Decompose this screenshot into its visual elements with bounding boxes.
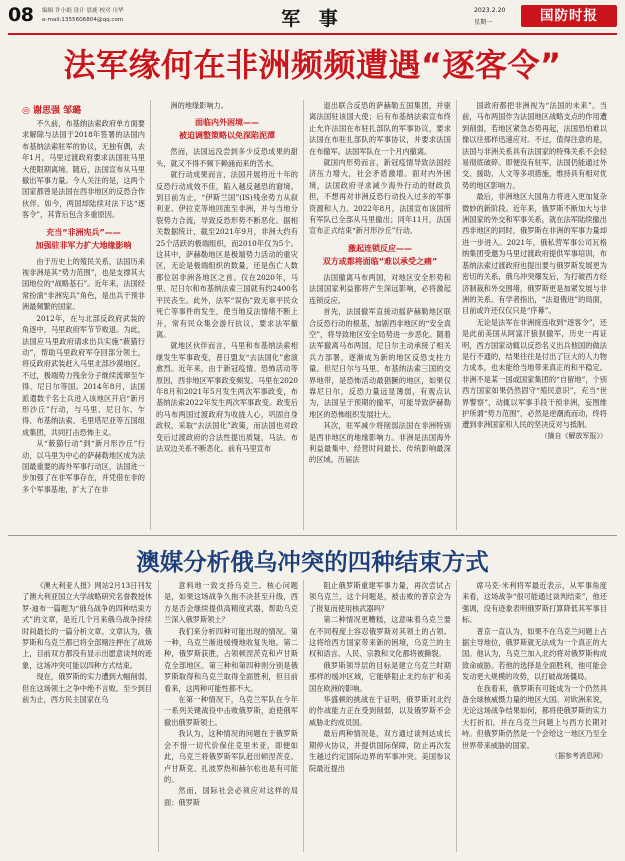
- article2-column-1: [22, 580, 152, 852]
- issue-weekday: 星期一: [474, 19, 493, 26]
- paragraph: 由于历史上的殖民关系，法国历来视非洲是其“势力范围”，也是支撑其大国地位的“战略基石”。近年来，法国经常扮演“非洲宪兵”角色，是出兵干预非洲最频繁的国家。: [22, 256, 145, 312]
- article1-col1-body-b: [22, 256, 145, 496]
- issue-date: 2023.2.20: [474, 7, 506, 14]
- article2-col1-body: [22, 580, 152, 705]
- article1-source: （摘自《解放军报》）: [540, 431, 607, 440]
- paragraph: 其次，驻军减少将削弱法国在非洲特别是西非地区的地缘影响力。非洲是法国海外利益最集中、经营时间最长、传统影响最深的区域。历届法: [309, 421, 451, 465]
- paragraph: 在第一种情况下，乌克兰军队在今年一系列关键战役中击败俄罗斯，迫使俄军撤出俄罗斯领土。: [164, 695, 298, 727]
- article1-col1-body: [22, 118, 145, 221]
- article2-column-4: [462, 580, 607, 852]
- article1-subhead-2: 面临内外困境—— 被迫调整策略以免深陷泥潭: [179, 118, 275, 141]
- article1-col4-body: [462, 100, 607, 431]
- paragraph: 《澳大利亚人报》网站2月13日刊发了澳大利亚国立大学战略研究名誉教授休罗·迪布一篇题为“俄乌战争的四种结束方式”的文章，是近几个月来俄乌战争持续时间最长的一篇分析文章。文章认为，俄罗斯和乌克兰都已将全部赌注押在了战场上，目前双方都没有显示出愿意谈判的迹象，这场冲突可能以四种方式结束。: [22, 581, 152, 670]
- editor-credits: 编辑 许小娟 设计 晨鹿 校对 川华: [42, 8, 124, 14]
- article2-headline: 澳媒分析俄乌冲突的四种结束方式: [136, 548, 489, 576]
- paragraph: 现在，俄罗斯的实力遭到大幅削弱，但在这场领土之争中绝不言败。至少到目前为止，西方民主国家在乌: [22, 672, 152, 705]
- paragraph: 最后两种情况是，双方通过谈判达成长期停火协议，并提供国际保障，防止再次发生越过约定国际边界的军事冲突。美国参议院最近提出: [309, 729, 451, 773]
- column-divider: [456, 580, 457, 852]
- paragraph: 2012年，在与北部反政府武装的角逐中，马里政府军节节败退。为此，法国应马里政府请求出兵实施“薮猫行动”，帮助马里政府军夺回部分领土，将反政府武装赶入马里北部沙漠地区。不过，极端势力残余分子继续流窜至乍得、尼日尔等国。2014年8月，法国派遣数千名士兵进入该地区开启“新月形沙丘”行动，与马里、尼日尔、乍得、布基纳法索、毛里塔尼亚等五国组成集团，共同打击恐怖主义。: [22, 313, 145, 437]
- paragraph: 洲的地缘影响力。: [170, 101, 228, 110]
- paragraph: 就行动成果而言，法国开展将近十年的反恐行动成效不佳，陷入越反越恐的窘境。到目前为止，“伊斯兰国”(IS)残余势力从叙利亚、伊拉克等地回流至非洲，并与当地分裂势力合流，导致反恐形势不断恶化。据相关数据统计，截至2021年9月，非洲大约有25个活跃的极端组织，而2010年仅为5个。这其中，萨赫勒地区是极端势力活动的重灾区，无论是极端组织的数量，还是伤亡人数都位居非洲各地区之首。仅在2020年，马里、尼日尔和布基纳法索三国就有约2400名平民丧生。此外，法军“误伤”致无辜平民众死亡等事件的发生，使当地反法情绪不断上升，常有民众集会游行抗议，要求法军撤离。: [156, 170, 298, 339]
- paragraph: 意料地一致支持乌克兰。核心问题是，如果这场战争久拖不决甚至升级，西方是否会继续提供高精度武器，帮助乌克兰深入俄罗斯领土？: [164, 581, 298, 625]
- paragraph: 无论是法军在非洲接连收到“逐客令”，还是此前美国从阿富汗狼狈撤军，历史一再证明，西方国家动辄以反恐名义出兵他国的做法是行不通的，结果往往是付出了巨大的人力物力成本，也未能给当地带来真正的和平稳定。非洲不是某一国或国家集团的“自留地”，个别西方国家如果仍然固守“殖民意识”，充当“世界警察”，动辄以军事手段干预非洲，妄图维护所谓“势力范围”，必然是逆潮流而动，终将遭到非洲国家和人民的坚决反对与抵制。: [462, 317, 607, 430]
- paragraph: 我们来分析四种可能出现的情况。第一种，乌克兰渐进缓慢地收复失地。第二种，俄罗斯获胜，占领顿涅茨克和卢甘斯克全部地区。第三种和第四种则分别是俄罗斯取得和乌克兰取得全面胜利，但目前看来，这两种可能性都不大。: [164, 626, 298, 693]
- paragraph: 法国撤离马布两国，对地区安全形势和法国国家利益都将产生深远影响，必将激起连锁反应。: [309, 272, 451, 305]
- paragraph: 就地区伙伴而言，马里和布基纳法索相继发生军事政变，普日盟友“去法国化”愈演愈烈。近年来，由于新冠疫情、恐怖活动等原因，西非地区军事政变频发。马里在2020年8月和2021年5月发生两次军事政变，布基纳法索2022年发生两次军事政变。政变后的马布两国过渡政府为收拢人心，巩固自身政权，采取“去法国化”政策，而法国也对政变后过渡政府的合法性提出质疑，马法、布法双边关系不断恶化。前有马里宣布: [156, 341, 298, 453]
- editor-email: e-mail:1355606804@qq.com: [42, 17, 124, 23]
- article-separator: [8, 535, 617, 536]
- article1-col2-body-b: [156, 146, 298, 454]
- paragraph: 阻止俄罗斯重建军事力量，再次尝试占领乌克兰，这个问题是，被击败的普京会为了报复而使用核武器吗？: [309, 581, 451, 613]
- article1-column-3: [309, 100, 451, 530]
- paragraph: 第二种情况更糟糕，这意味着乌克兰要在不同程度上容忍俄罗斯对其领土的占领。这将给西方国家带来新的困境，乌克兰的主权和语言、人民、宗教和文化都将被撕裂。: [309, 615, 451, 659]
- paragraph: 最后，非洲地区大国角力将进入更加复杂微妙的新阶段。近年来，俄罗斯不断加大与非洲国家的外交和军事关系，就在法军陆续撤出西非地区的同时，俄罗斯在非洲的军事力量却进一步进入。2021年，俄私营军事公司瓦格纳集团受邀为马里过渡政府提供军事培训，布基纳法索过渡政府也提出要与俄罗斯发展更为密切的关系，俄乌冲突爆发后，为打破西方经济制裁和外交围堵，俄罗斯更是加紧发展与非洲的关系。有学者指出，“法退俄进”的局面，目前或许还仅仅只是“序幕”。: [462, 192, 607, 316]
- section-title: 军 事: [281, 8, 344, 30]
- paragraph: 俄罗斯领导层的目标是建立乌克兰时期那样的缓冲区域，它能够阻止北约东扩和美国在欧洲的影响。: [309, 660, 451, 693]
- article1-col3-body: [309, 100, 451, 237]
- paragraph: 不久前，布基纳法索政府单方面要求解除与法国于2018年签署的法国内布基纳法索驻军的协议，无独有偶，去年1月，马里过渡政府要求法国驻马里大使限期离境。随后，法国宣布从马里撤出军事力量。今人关注的是，这两个国家都曾是法国在西非地区的反恐合作伙伴。如今，两国却陆续对法下达“逐客令”，其背后包含多重原因。: [22, 119, 145, 220]
- header-divider: [8, 33, 617, 35]
- page-header: [0, 0, 625, 36]
- paragraph: 华盛顿的挑战在于证明，俄罗斯对北约的作战能力正在受到削弱，以及俄罗斯不会威胁北约成员国。: [309, 695, 451, 727]
- article2-col2-body: [164, 580, 298, 808]
- article1-subhead-3: 激起连锁反应—— 双方或都将面临“难以承受之痛”: [322, 243, 438, 266]
- column-divider: [456, 100, 457, 530]
- article1-byline: ◎ 谢思强 邹璐: [22, 106, 82, 116]
- article1-column-4: [462, 100, 607, 530]
- article1-column-2: [156, 100, 298, 530]
- paragraph: 普京一直认为，如果不在乌克兰问题上占据主导地位，俄罗斯就无法成为一个真正的大国。他认为，乌克兰加入北约将对俄罗斯构成致命威胁。若他的选择是全面胜利，他可能会发动更大规模的攻势，以打破战场僵局。: [462, 626, 607, 682]
- article2-column-3: [309, 580, 451, 852]
- article1-headline: 法军缘何在非洲频频遭遇“逐客令”: [63, 46, 562, 84]
- article2-col4-body: [462, 580, 607, 751]
- column-divider: [150, 100, 151, 530]
- paragraph: 在我看来，俄罗斯有可能成为一个仍然具备全球核威慑力量的地区大国。对欧洲来说，无论这场战争结果如何，都将使俄罗斯的实力大打折扣，并在乌克兰问题上与西方长期对峙。但俄罗斯仍然是一个会给这一地区乃至全世界带来威胁的国家。: [462, 683, 607, 750]
- paragraph: 席马克·米利将军最近表示，从军事角度来看，这场战争“很可能通过谈判结束”，他还强调，没有迹象表明俄罗斯打算降低其军事目标。: [462, 581, 607, 625]
- column-divider: [303, 580, 304, 852]
- column-divider: [303, 100, 304, 530]
- article1-column-1: [22, 118, 145, 530]
- article2-col3-body: [309, 580, 451, 774]
- article1-col2-body: [156, 100, 298, 111]
- newspaper-logo: 国防时报: [521, 5, 617, 27]
- paragraph: 我认为，这种情况的问题在于俄罗斯会不惜一切代价保住克里米亚，即便如此，乌克兰将俄罗斯军队赶出顿涅茨克、卢甘斯克、扎波罗热和赫尔松也是有可能的。: [164, 729, 298, 784]
- paragraph: 退出联合反恐的萨赫勒五国集团，并驱离法国驻该国大使；后有布基纳法索宣布终止允许法国在布驻扎部队的军事协议，要求法国在布驻扎部队的军事协议，并要求法国在布撤军。法国军队在一个月内撤离。: [309, 101, 451, 156]
- article2-source: （据参考消息网）: [551, 752, 607, 761]
- article1-col3-body-b: [309, 272, 451, 466]
- paragraph: 然而，国际社会必须应对这样的局面：俄罗斯: [164, 786, 298, 807]
- paragraph: 国政府都把非洲视为“法国的未来”。当前，马布两国作为法国地区战略支点的作用遭到削弱，若地区紧急态势再起，法国恐怕难以像以往那样迅速应对。不过，值得注意的是，法国与非洲关系具有法国家的特殊关系不会轻易彻底破碎。即便没有驻军，法国仍能通过外交、援助、人文等多项措施，维持具有相对优势的地区影响力。: [462, 101, 607, 190]
- paragraph: 然而，法国远没尝到多少反恐成果的甜头，就又不得不频下赖涌而来的苦水。: [156, 147, 298, 168]
- article2-column-2: [164, 580, 298, 852]
- page-number: 08: [8, 4, 34, 26]
- paragraph: 就国内形势而言，新冠疫情导致法国经济压力增大，社会矛盾激增。面对内外困境，法国政府寻求减少海外行动的财政负担，不想再对非洲反恐行动投入过多的军事资源和人力。2022年8月，法国宣布该国所有军队已全部从马里撤出；同年11月，法国宣布正式结束“新月形沙丘”行动。: [309, 158, 451, 236]
- column-divider: [158, 580, 159, 852]
- article1-subhead-1: 充当“非洲宪兵”—— 加强驻非军力扩大地缘影响: [35, 227, 132, 250]
- paragraph: 从“薮猫行动”到“新月形沙丘”行动，以马里为中心的萨赫勒地区成为法国最重要的海外军事行动区，法国进一步加强了在非军事存在，并凭借在非的多个军事基地，扩大了在非: [22, 439, 145, 494]
- paragraph: 首先，法国撤军直接动摇萨赫勒地区联合反恐行动的根基，加剧西非地区的“安全真空”，将导致地区安全局势进一步恶化。随着法军撤离马布两国，尼日尔主动承接了相关兵力部署，逐渐成为新的地区反恐支柱力量。但尼日尔与马里、布基纳法索三国的交界地带，是恐怖活动最猖獗的地区，如果仅靠尼日尔，反恐力量远显薄弱，有观点认为，法国呈于预期的撤军，可能导致萨赫勒地区的恐怖组织发展壮大。: [309, 307, 451, 419]
